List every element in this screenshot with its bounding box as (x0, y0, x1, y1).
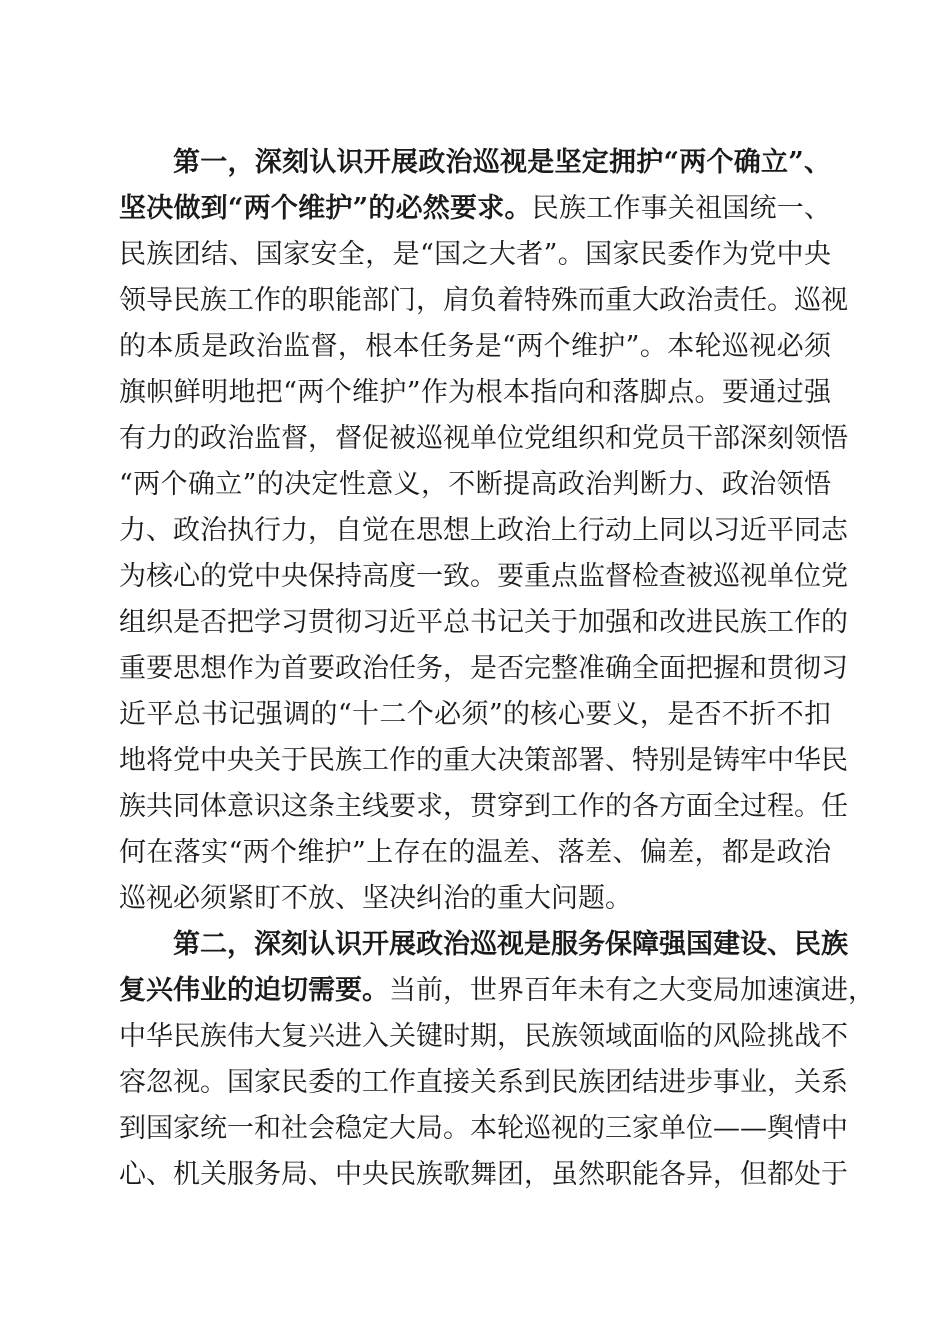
body-text: 容忽视。国家民委的工作直接关系到民族团结进步事业，关系 (119, 1067, 848, 1098)
body-text: 民族团结、国家安全，是“国之大者”。国家民委作为党中央 (119, 239, 831, 270)
body-text: “两个确立”的决定性意义，不断提高政治判断力、政治领悟 (119, 469, 831, 500)
bold-heading-text: 坚决做到“两个维护”的必然要求。 (119, 193, 532, 224)
body-text: 民族工作事关祖国统一、 (531, 193, 832, 224)
bold-heading-text: 第二，深刻认识开展政治巡视是服务保障强国建设、民族 (173, 929, 848, 960)
body-text: 近平总书记强调的“十二个必须”的核心要义，是否不折不扣 (119, 699, 831, 730)
body-text: 组织是否把学习贯彻习近平总书记关于加强和改进民族工作的 (119, 607, 848, 638)
body-text: 力、政治执行力，自觉在思想上政治上行动上同以习近平同志 (119, 515, 848, 546)
paragraph-2-line-1 (119, 922, 848, 968)
paragraph-1-line-3 (119, 232, 831, 278)
document-body (119, 140, 875, 1198)
paragraph-2-line-3 (119, 1014, 848, 1060)
paragraph-1-line-13 (119, 692, 831, 738)
paragraph-1-line-7 (119, 416, 848, 462)
body-text: 地将党中央关于民族工作的重大决策部署、特别是铸牢中华民 (119, 745, 848, 776)
paragraph-2-line-6 (119, 1152, 848, 1198)
body-text: 中华民族伟大复兴进入关键时期，民族领域面临的风险挑战不 (119, 1021, 848, 1052)
paragraph-1-line-15 (119, 784, 848, 830)
body-text: 到国家统一和社会稳定大局。本轮巡视的三家单位——舆情中 (119, 1113, 848, 1144)
paragraph-1-line-4 (119, 278, 848, 324)
paragraph-1-line-2 (119, 186, 831, 232)
paragraph-1-line-8 (119, 462, 831, 508)
paragraph-2-line-5 (119, 1106, 848, 1152)
paragraph-1-line-17 (119, 876, 831, 922)
bold-heading-text: 复兴伟业的迫切需要。 (119, 975, 389, 1006)
body-text: 重要思想作为首要政治任务，是否完整准确全面把握和贯彻习 (119, 653, 848, 684)
paragraph-2-line-4 (119, 1060, 848, 1106)
body-text: 何在落实“两个维护”上存在的温差、落差、偏差，都是政治 (119, 837, 831, 868)
body-text: 族共同体意识这条主线要求，贯穿到工作的各方面全过程。任 (119, 791, 848, 822)
body-text: 的本质是政治监督，根本任务是“两个维护”。本轮巡视必须 (119, 331, 831, 362)
paragraph-1-line-12 (119, 646, 848, 692)
paragraph-2-line-2 (119, 968, 875, 1014)
paragraph-1-line-1 (119, 140, 831, 186)
body-text: 为核心的党中央保持高度一致。要重点监督检查被巡视单位党 (119, 561, 848, 592)
paragraph-1-line-10 (119, 554, 848, 600)
paragraph-1-line-9 (119, 508, 848, 554)
body-text: 领导民族工作的职能部门，肩负着特殊而重大政治责任。巡视 (119, 285, 848, 316)
bold-heading-text: 第一，深刻认识开展政治巡视是坚定拥护“两个确立”、 (173, 147, 831, 178)
paragraph-1-line-16 (119, 830, 831, 876)
body-text: 当前，世界百年未有之大变局加速演进， (389, 975, 875, 1006)
body-text: 有力的政治监督，督促被巡视单位党组织和党员干部深刻领悟 (119, 423, 848, 454)
paragraph-1-line-6 (119, 370, 831, 416)
body-text: 旗帜鲜明地把“两个维护”作为根本指向和落脚点。要通过强 (119, 377, 831, 408)
paragraph-1-line-14 (119, 738, 848, 784)
paragraph-1-line-5 (119, 324, 831, 370)
paragraph-1-line-11 (119, 600, 848, 646)
body-text: 巡视必须紧盯不放、坚决纠治的重大问题。 (119, 883, 632, 914)
body-text: 心、机关服务局、中央民族歌舞团，虽然职能各异，但都处于 (119, 1159, 848, 1190)
